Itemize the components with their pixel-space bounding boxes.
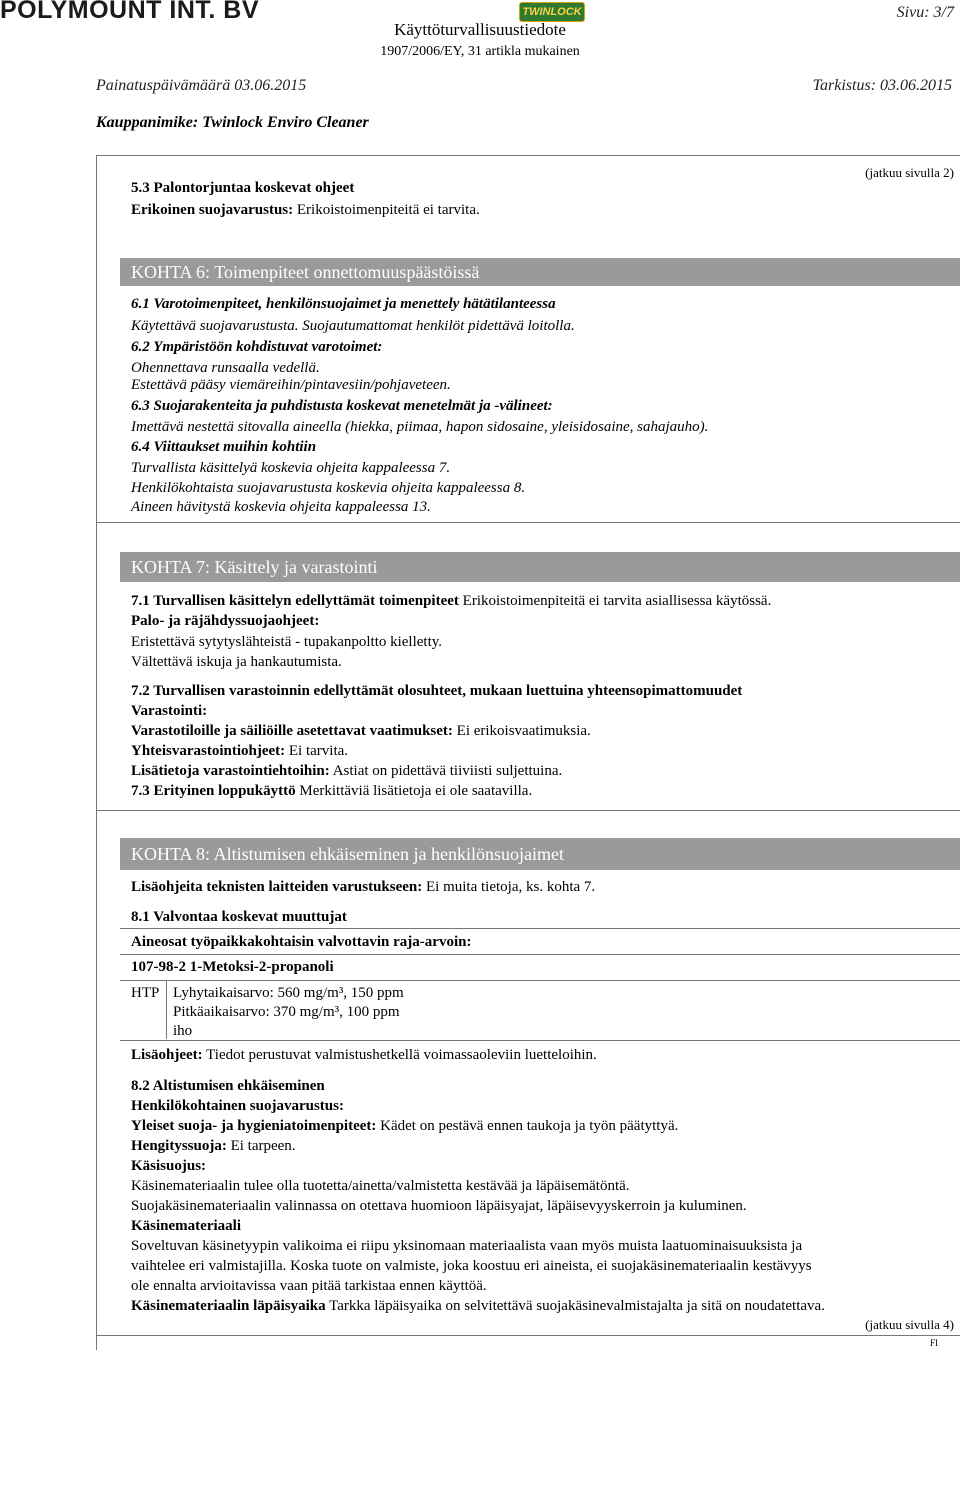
- section-6-title: KOHTA 6: Toimenpiteet onnettomuuspäästöissä: [120, 258, 960, 286]
- joint-storage-value: Ei tarvita.: [288, 743, 349, 759]
- language-code: FI: [930, 1338, 939, 1348]
- permeation-value: Tarkka läpäisyaika on selvitettävä suojakäsinevalmistajalta ja sitä on noudatettava.: [329, 1298, 825, 1314]
- hand-protection-heading: Käsisuojus:: [131, 1158, 207, 1174]
- additional-note-label: Lisäohjeet:: [131, 1047, 203, 1063]
- page-number: Sivu: 3/7: [896, 4, 954, 21]
- hygiene-value: Kädet on pestävä ennen taukoja ja työn päätyttyä.: [380, 1118, 679, 1134]
- additional-note-value: Tiedot perustuvat valmistushetkellä voimassaoleviin luetteloihin.: [206, 1047, 597, 1063]
- section-6-2-heading: 6.2 Ympäristöön kohdistuvat varotoimet:: [131, 339, 383, 355]
- limits-table-top-rule: [120, 928, 960, 929]
- equipment-label: Erikoinen suojavarustus:: [131, 202, 294, 218]
- joint-storage-label: Yhteisvarastointiohjeet:: [131, 743, 286, 759]
- section-6-4-text-c: Aineen hävitystä koskevia ohjeita kappaleessa 13.: [131, 499, 431, 515]
- storage-extra-label: Lisätietoja varastointiehtoihin:: [131, 763, 330, 779]
- section-7-2-heading: 7.2 Turvallisen varastoinnin edellyttämät olosuhteet, mukaan luettuina yhteensopimattomuudet: [131, 683, 743, 699]
- trade-name: Kauppanimike: Twinlock Enviro Cleaner: [96, 114, 369, 131]
- section-8-1-heading: 8.1 Valvontaa koskevat muuttujat: [131, 909, 347, 925]
- section-6-4-text-b: Henkilökohtaista suojavarustusta koskevia ohjeita kappaleessa 8.: [131, 480, 526, 496]
- fire-protection-heading: Palo- ja räjähdyssuojaohjeet:: [131, 613, 320, 629]
- continued-from: (jatkuu sivulla 2): [865, 165, 954, 180]
- htp-long-term: Pitkäaikaisarvo: 370 mg/m³, 100 ppm: [173, 1004, 400, 1020]
- print-date: Painatuspäivämäärä 03.06.2015: [96, 77, 307, 94]
- technical-equipment-label: Lisäohjeita teknisten laitteiden varustukseen:: [131, 879, 423, 895]
- respiratory-label: Hengityssuoja:: [131, 1138, 227, 1154]
- top-rule: [96, 155, 960, 156]
- htp-column-rule: [166, 981, 167, 1039]
- limits-table-mid-rule: [120, 954, 960, 955]
- permeation-label: Käsinemateriaalin läpäisyaika: [131, 1298, 326, 1314]
- section-6-2-text-a: Ohennettava runsaalla vedellä.: [131, 360, 320, 376]
- technical-equipment: [131, 879, 595, 896]
- hand-protection-b: Suojakäsinemateriaalin valinnassa on otettava huomioon läpäisyajat, läpäisevyyskerroin ja kuluminen.: [131, 1198, 747, 1214]
- storage-requirements-label: Varastotiloille ja säiliöille asetettavat vaatimukset:: [131, 723, 453, 739]
- section-7-1-heading: 7.1 Turvallisen käsittelyn edellyttämät toimenpiteet: [131, 593, 459, 609]
- revision-date: Tarkistus: 03.06.2015: [812, 77, 952, 94]
- section-5-3-equipment: [131, 202, 480, 219]
- section-8-2-heading: 8.2 Altistumisen ehkäiseminen: [131, 1078, 325, 1094]
- section-8-title: KOHTA 8: Altistumisen ehkäiseminen ja henkilönsuojaimet: [120, 838, 960, 870]
- storage-extra-value: Astiat on pidettävä tiiviisti suljettuina.: [332, 763, 563, 779]
- equipment-value: Erikoistoimenpiteitä ei tarvita.: [296, 202, 480, 218]
- fire-protection-a: Eristettävä sytytyslähteistä - tupakanpoltto kielletty.: [131, 634, 443, 650]
- limits-table-row-rule: [120, 980, 960, 981]
- brand-badge: TWINLOCK: [519, 2, 585, 22]
- storage-heading: Varastointi:: [131, 703, 208, 719]
- storage-requirements-value: Ei erikoisvaatimuksia.: [456, 723, 591, 739]
- storage-extra: [131, 763, 562, 780]
- document-subtitle: 1907/2006/EY, 31 artikla mukainen: [380, 44, 580, 59]
- section-7-1-value: Erikoistoimenpiteitä ei tarvita asiallisessa käytössä.: [462, 593, 772, 609]
- section-6-4-heading: 6.4 Viittaukset muihin kohtiin: [131, 439, 317, 455]
- htp-skin: iho: [173, 1023, 193, 1039]
- hygiene-measures: [131, 1118, 678, 1135]
- section-6-4-text-a: Turvallista käsittelyä koskevia ohjeita kappaleessa 7.: [131, 460, 451, 476]
- section-6-3-heading: 6.3 Suojarakenteita ja puhdistusta koskevat menetelmät ja -välineet:: [131, 398, 553, 414]
- glove-material-heading: Käsinemateriaali: [131, 1218, 241, 1234]
- fire-protection-b: Vältettävä iskuja ja hankautumista.: [131, 654, 342, 670]
- footer-rule: [96, 1335, 960, 1336]
- joint-storage: [131, 743, 348, 760]
- section-7-3-heading: 7.3 Erityinen loppukäyttö: [131, 783, 296, 799]
- limits-heading: Aineosat työpaikkakohtaisin valvottavin raja-arvoin:: [131, 934, 472, 950]
- hygiene-label: Yleiset suoja- ja hygieniatoimenpiteet:: [131, 1118, 377, 1134]
- additional-note: [131, 1047, 597, 1064]
- respiratory-protection: [131, 1138, 296, 1155]
- section-7-3-value: Merkittäviä lisätietoja ei ole saatavilla.: [299, 783, 533, 799]
- section-7-rule: [96, 810, 960, 811]
- htp-short-term: Lyhytaikaisarvo: 560 mg/m³, 150 ppm: [173, 985, 404, 1001]
- limits-table-bottom-rule: [120, 1040, 960, 1041]
- section-7-3-line: [131, 783, 532, 800]
- ppe-heading: Henkilökohtainen suojavarustus:: [131, 1098, 344, 1114]
- glove-material-a: Soveltuvan käsinetyypin valikoima ei riipu yksinomaan materiaalista vaan myös muista laatuominaisuuksista ja: [131, 1238, 803, 1254]
- document-title: Käyttöturvallisuustiedote: [394, 20, 566, 39]
- storage-requirements: [131, 723, 591, 740]
- htp-label: HTP: [131, 985, 160, 1001]
- section-6-3-text: Imettävä nestettä sitovalla aineella (hiekka, piimaa, hapon sidosaine, yleisidosaine, sahajauho).: [131, 419, 709, 435]
- section-6-1-heading: 6.1 Varotoimenpiteet, henkilönsuojaimet ja menettely hätätilanteessa: [131, 296, 556, 312]
- permeation-time: [131, 1298, 825, 1315]
- technical-equipment-value: Ei muita tietoja, ks. kohta 7.: [426, 879, 596, 895]
- section-6-1-text: Käytettävä suojavarustusta. Suojautumattomat henkilöt pidettävä loitolla.: [131, 318, 575, 334]
- section-7-1-line: [131, 593, 771, 610]
- hand-protection-a: Käsinemateriaalin tulee olla tuotetta/ainetta/valmistetta kestävää ja läpäisemätöntä.: [131, 1178, 630, 1194]
- respiratory-value: Ei tarpeen.: [230, 1138, 296, 1154]
- substance-name: 107-98-2 1-Metoksi-2-propanoli: [131, 959, 334, 975]
- section-5-3-heading: 5.3 Palontorjuntaa koskevat ohjeet: [131, 180, 355, 196]
- company-logo: POLYMOUNT INT. BV: [0, 0, 259, 24]
- continued-to: (jatkuu sivulla 4): [865, 1317, 954, 1332]
- section-6-2-text-b: Estettävä pääsy viemäreihin/pintavesiin/pohjaveteen.: [131, 377, 451, 393]
- section-7-title: KOHTA 7: Käsittely ja varastointi: [120, 552, 960, 582]
- left-margin-rule: [96, 155, 97, 1350]
- glove-material-b: vaihtelee eri valmistajilla. Koska tuote on valmiste, joka koostuu eri aineista, ei suojakäsinemateriaalin kestävyys: [131, 1258, 812, 1274]
- section-6-rule: [96, 522, 960, 523]
- glove-material-c: ole ennalta arvioitavissa vaan pitää tarkistaa ennen käyttöä.: [131, 1278, 487, 1294]
